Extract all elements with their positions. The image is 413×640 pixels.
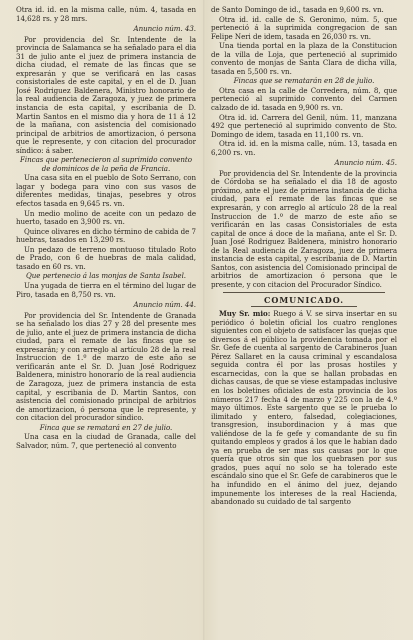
paragraph: Otra id. id. Carrera del Genil, núm. 11, manzana 492 que perteneció al suprimido convento de Sto. Domingo de idem, tasada en 11,100 rs. vn. <box>211 112 397 139</box>
paragraph: Una casa sita en el pueblo de Soto Serrano, con lagar y bodega para vino con sus vasos de diferentes medidas, tinajas, pesebres y otros efectos tasada en 9,645 rs. vn. <box>16 173 196 209</box>
paragraph: Una tienda portal en la plaza de la Constitucion de la villa de Loja, que perteneció al suprimido convento de monjas de Santa Clara de dicha villa, tasada en 5,500 rs. vn. <box>211 41 397 76</box>
announcement-number: Anuncio núm. 43. <box>133 24 196 34</box>
paragraph: Por providencia del Sr. Intendente de la provincia de Salamanca se ha señalado para el dia 31 de julio ante el juez de primera instancia de dicha ciudad, el remate de las fincas que se expresarán y que se verificará en las casas consistoriales de este capital, y en el de D. Juan José Rodriguez Baldenera, Ministro honorario de la real audiencia de Zaragoza, y juez de primera instancia de esta capital, y escribania de D. Martin Santos en el mismo dia y hora de 11 á 12 de la mañana, con asistencia del comisionado principal de arbitrios de amortizacion, ó persona que le represente, y con citacion del procurador síndico: á saber. <box>16 34 196 155</box>
column-gutter <box>203 0 205 640</box>
paragraph: Un pedazo de terreno montuoso titulado Roto de Prado, con 6 de huebras de mala calidad, tasado en 60 rs. vn. <box>16 244 196 271</box>
paragraph: Por providencia del Sr. Intendente de la provincia de Córdoba se ha señalado el dia 18 de agosto próximo, ante el juez de primera instancia de dicha ciudad, para el remate de las fincas que se expresarán, y con arreglo al artículo 28 de la real Instruccion de 1.º de marzo de este año se verificarán en las casas Consistoriales de esta capital de once á doce de la mañana, ante el Sr. D. Juan José Rodriguez Baldenera, ministro honorario de la Real audiencia de Zaragoza, juez de primera instancia de esta capital, y escribania de D. Martin Santos, con asistencia del Comisionado principal de arbitrios de amortizacion ó persona que le presente, y con citacion del Procurador Síndico. <box>211 168 397 289</box>
announcement-number: Anuncio núm. 44. <box>133 300 196 310</box>
paragraph: Una casa en la ciudad de Granada, calle del Salvador, núm. 7, que perteneció al convento <box>16 432 196 450</box>
comunicado-title: COMUNICADO. <box>263 294 345 305</box>
paragraph: Otra id. id. calle de S. Geronimo, núm. 5, que perteneció á la suprimida congregacion de san Felipe Neri de idem, tasada en 26,030 rs. vn. <box>211 14 397 41</box>
section-heading: Fincas que pertenecieron al suprimido convento de dominicos de la peña de Francia. <box>20 155 192 173</box>
right-column <box>211 6 397 636</box>
paragraph-text: Ruego á V. se sirva insertar en su periódico ó boletin oficial los cuatro renglones siguientes con el objeto de satisfacer las quejas que diversos á el público la providencia tomada por el Sr. Gefe de cuenta al sargento de Carabineros Juan Pérez Sallaret en la causa criminal y escandalosa seguida contra él por las prosas hostiles y escarnecidas, con la que se hallan probadas en dichas causas, de que se viese estampadas inclusive en los boletines oficiales de esta provincia de los números 217 fecha 4 de marzo y 225 con la de 4.º mayo últimos. Este sargento que se le prueba lo ilimitado y entero, falsedad, colegiaciones, transgresion, insubordinacion y á mas que valiéndose de la fe gefe y comandante de su fin quitando empleos y grados á los que le habian dado ya en prueba de ser mas sus causas por lo que quería que otros sin que los quebrasen por sus grados, pues aquí no solo se ha tolerado este escándalo sino que el Sr. Gefe de carabineros que le ha infundido en el ánimo del juez, dejando impunemente los intereses de la real Hacienda, abandonado su cuidado de tal sargento <box>211 309 397 507</box>
announcement-number: Anuncio núm. 45. <box>334 158 397 168</box>
paragraph: Otra casa en la calle de Corredera, núm. 8, que perteneció al suprimido convento del Carmen calzado de id. tasada en 9,900 rs. vn. <box>211 85 397 113</box>
paragraph: Otra id. id. en la misma calle, núm. 4, tasada en 14,628 rs. y 28 mrs. <box>16 6 196 23</box>
section-heading: Que pertenecio á las monjas de Santa Isabel. <box>25 271 187 281</box>
paragraph: Un medio molino de aceite con un pedazo de huerto, tasado en 3,900 rs. vn. <box>16 208 196 227</box>
left-column <box>16 6 196 636</box>
divider-rule-short <box>251 306 357 307</box>
section-heading: Finca que se rematará en 27 de julio. <box>39 422 173 432</box>
salutation: Muy Sr. mio: <box>219 309 271 319</box>
paragraph: Una yugada de tierra en el término del lugar de Piro, tasada en 8,750 rs. vn. <box>16 280 196 299</box>
paragraph: Otra id. id. en la misma calle, núm. 13, tasada en 6,200 rs. vn. <box>211 139 397 157</box>
divider-rule <box>223 292 385 293</box>
paragraph: Quince olivares en dicho término de cabida de 7 huebras, tasados en 13,290 rs. <box>16 226 196 245</box>
section-heading: Fincas que se rematarán en 28 de julio. <box>233 76 375 86</box>
paragraph: de Santo Domingo de id., tasada en 9,600 rs. vn. <box>211 6 384 14</box>
paragraph: Por providencia del Sr. Intendente de Granada se ha señalado los dias 27 y 28 del presente mes de julio, ante el juez de primera instancia de dicha ciudad, para el remate de las fincas que se expresarán; y con arreglo al artículo 28 de la real Instruccion de 1.º de marzo de este año se verificarán ante el Sr. D. Juan José Rodriguez Baldenera, ministro honorario de la real audiencia de Zaragoza, juez de primera instancia de esta capital, y escribania de D. Martin Santos, con asistencia del comisionado principal de arbitrios de amortizacion, ó persona que le represente, y con citacion del procurador síndico. <box>16 310 196 423</box>
paragraph <box>211 310 397 507</box>
